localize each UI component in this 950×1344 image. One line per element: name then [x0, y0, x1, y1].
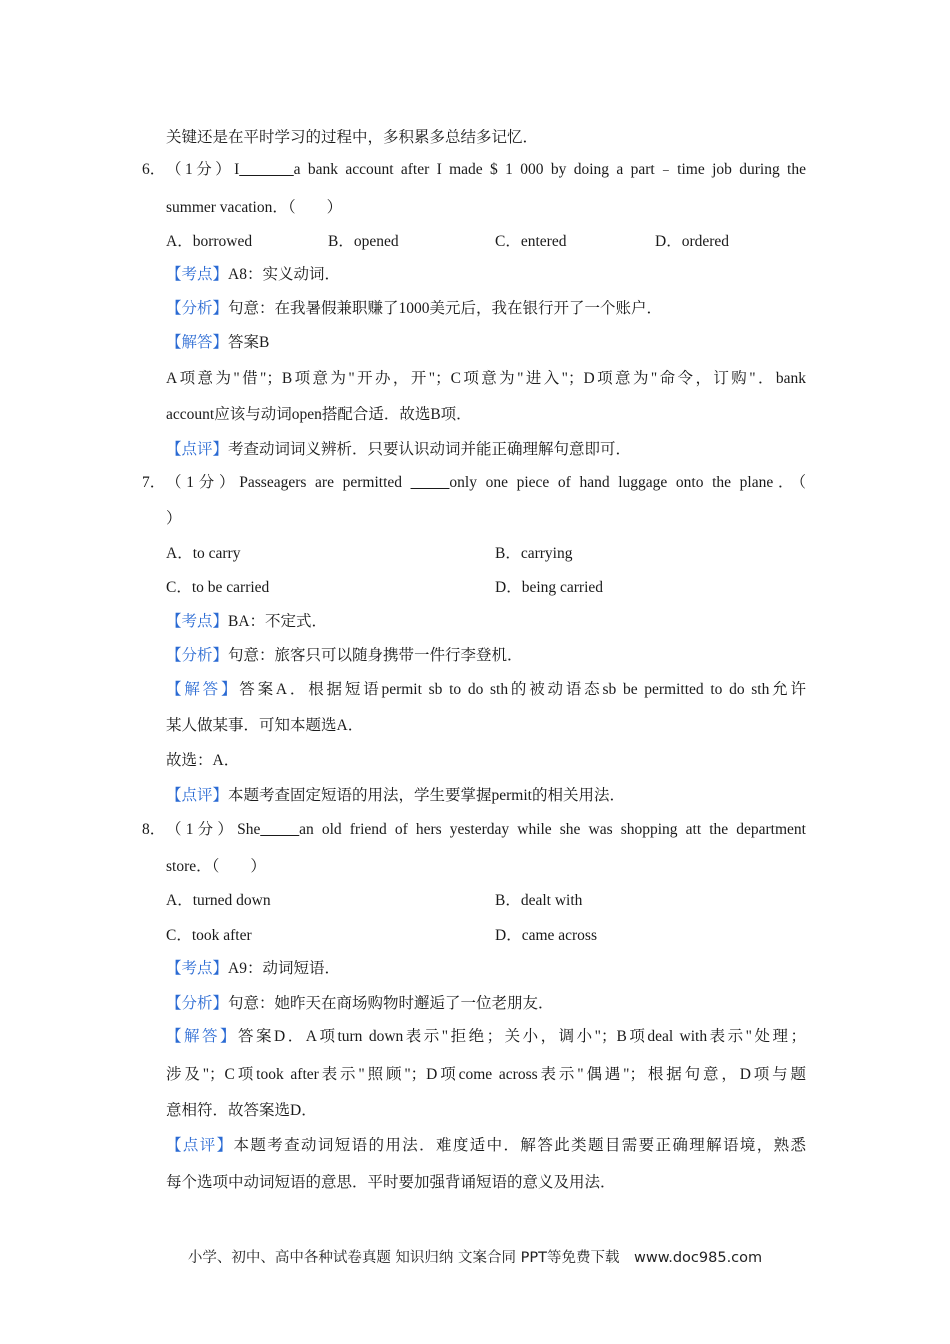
jieda-line: 某人做某事．可知本题选A． — [166, 717, 364, 734]
question-stem-line1: （1分）She_____an old friend of hers yesterday while she was shopping att the department — [166, 821, 806, 838]
kaodian: 【考点】A8：实义动词． — [166, 266, 340, 283]
question-stem-line2: summer vacation．（ ） — [166, 199, 343, 216]
jieda: 【解答】答案D．A项turn down表示"拒绝；关小，调小"；B项deal with表示"处理； — [166, 1028, 806, 1045]
fenxi: 【分析】句意：在我暑假兼职赚了1000美元后，我在银行开了一个账户． — [166, 300, 663, 317]
jieda-line: account应该与动词open搭配合适．故选B项． — [166, 406, 472, 423]
question-stem-line1: （1分）Passeagers are permitted _____only one piece of hand luggage onto the plane．（ — [166, 474, 807, 491]
option-c: C．entered — [495, 233, 567, 250]
question-number: 8． — [142, 821, 166, 838]
answer-blank: _____ — [260, 821, 300, 838]
option-d: D．came across — [495, 927, 597, 944]
footer-promo: 小学、初中、高中各种试卷真题 知识归纳 文案合同 PPT等免费下载 www.doc985.com — [187, 1250, 763, 1266]
dianping: 【点评】本题考查动词短语的用法．难度适中．解答此类题目需要正确理解语境，熟悉 — [166, 1137, 806, 1154]
answer-blank: _____ — [410, 474, 450, 491]
kaodian: 【考点】A9：动词短语． — [166, 960, 340, 977]
option-a: A．turned down — [166, 892, 271, 909]
jieda: 【解答】答案B — [166, 334, 270, 351]
option-b: B．dealt with — [495, 892, 583, 909]
question-stem-line1: （1分）I_______a bank account after I made $ 1 000 by doing a part﹣time job during the — [166, 161, 806, 178]
question-number: 7． — [142, 474, 166, 491]
option-a: A．to carry — [166, 545, 241, 562]
option-d: D．ordered — [655, 233, 730, 250]
dianping: 【点评】考查动词词义辨析．只要认识动词并能正确理解句意即可． — [166, 441, 632, 458]
question-number: 6． — [142, 161, 166, 178]
option-a: A．borrowed — [166, 233, 253, 250]
option-b: B．opened — [328, 233, 399, 250]
fenxi: 【分析】句意：她昨天在商场购物时邂逅了一位老朋友． — [166, 995, 554, 1012]
question-stem-line2: ） — [166, 510, 182, 527]
jieda: 【解答】答案A．根据短语permit sb to do sth的被动语态sb be permitted to do sth允许 — [166, 681, 806, 698]
jieda-line: 故选：A． — [166, 752, 240, 769]
option-c: C．to be carried — [166, 579, 270, 596]
jieda-line: 意相符．故答案选D． — [166, 1102, 317, 1119]
question-stem-line2: store．（ ） — [166, 858, 266, 875]
dianping: 【点评】本题考查固定短语的用法，学生要掌握permit的相关用法． — [166, 787, 625, 804]
option-c: C．took after — [166, 927, 252, 944]
option-d: D．being carried — [495, 579, 604, 596]
jieda-line: 涉及"；C项took after表示"照顾"；D项come across表示"偶遇"；根据句意，D项与题 — [166, 1066, 806, 1083]
fenxi: 【分析】句意：旅客只可以随身携带一件行李登机． — [166, 647, 523, 664]
answer-blank: _______ — [239, 161, 294, 178]
dianping-line: 每个选项中动词短语的意思．平时要加强背诵短语的意义及用法． — [166, 1174, 616, 1191]
option-b: B．carrying — [495, 545, 573, 562]
kaodian: 【考点】BA：不定式． — [166, 613, 328, 630]
jieda-line: A项意为"借"；B项意为"开办，开"；C项意为"进入"；D项意为"命令，订购"．bank — [166, 370, 806, 387]
intro-line: 关键还是在平时学习的过程中，多积累多总结多记忆． — [166, 129, 539, 146]
